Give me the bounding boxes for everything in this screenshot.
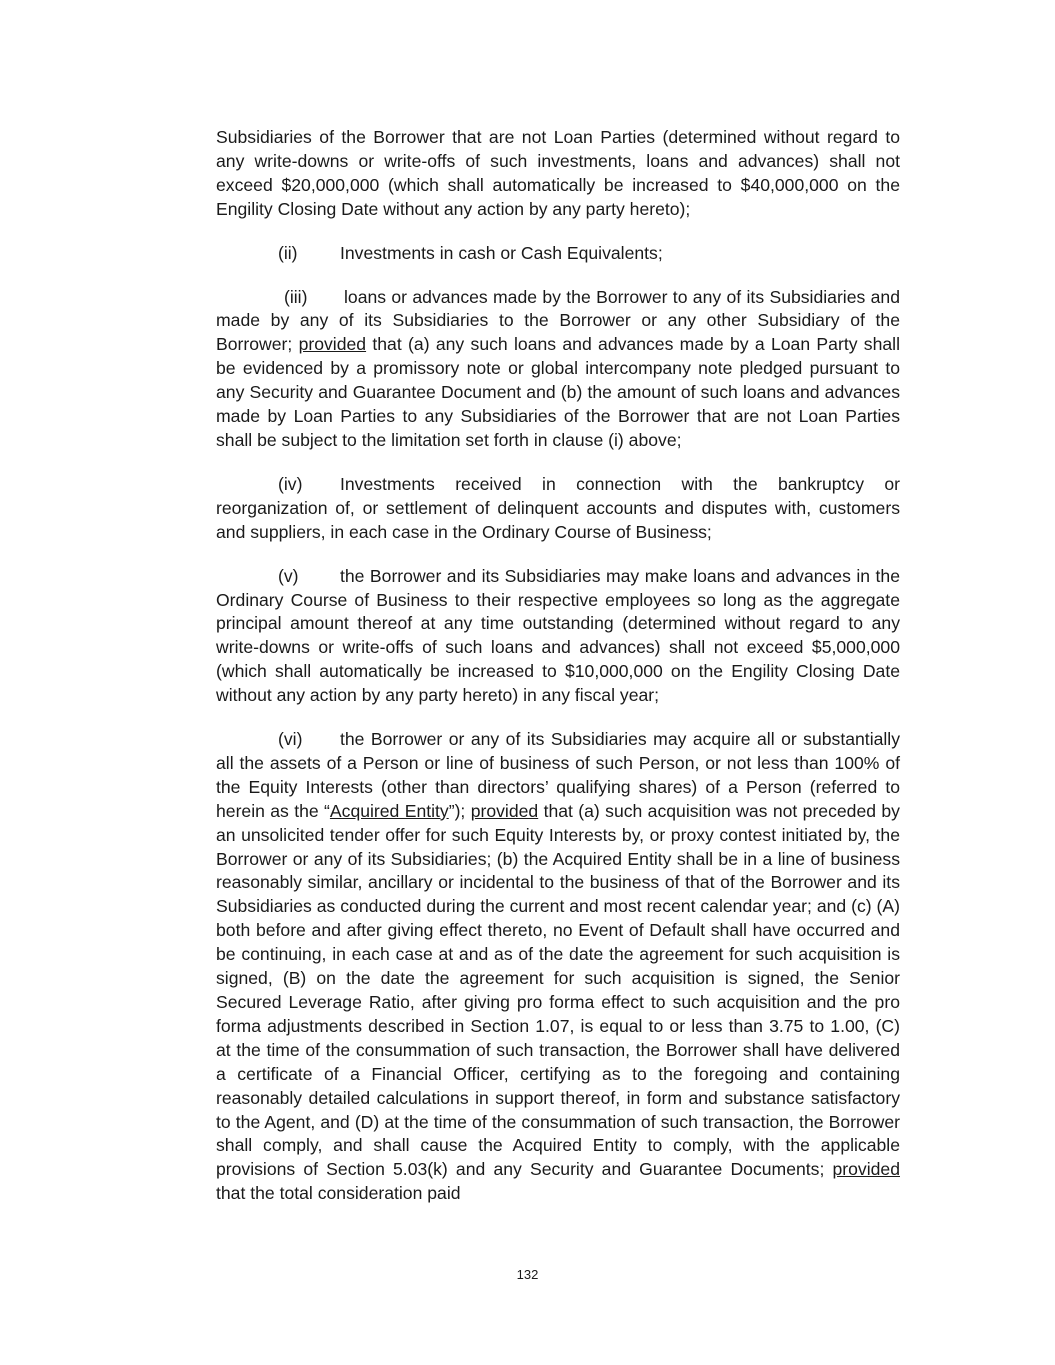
clause-ii (216, 242, 900, 266)
clause-vi-number: (vi) (278, 729, 303, 750)
page-body-text (216, 126, 900, 1226)
continuation-paragraph (216, 126, 900, 222)
clause-iii-text-b: that (a) any such loans and advances made by a Loan Party shall be evidenced by a promissory note or global intercompany note pledged pursuant to any Security and Guarantee Document and (b) the amount of such loans and advances made by Loan Parties to any Subsidiaries of the Borrower that are not Loan Parties shall be subject to the limitation set forth in clause (i) above; (216, 334, 900, 450)
clause-vi-text-d: that the total consideration paid (216, 1183, 461, 1204)
clause-iii-text-a: loans or advances made by the Borrower to any of its Subsidiaries and made by any of its Subsidiaries to the Borrower or any other Subsidiary of the Borrower; (216, 286, 900, 355)
clause-ii-number: (ii) (278, 242, 298, 263)
clause-vi-provided-2: provided (832, 1159, 900, 1180)
clause-vi (216, 728, 900, 1206)
page-number: 132 (516, 1267, 539, 1282)
clause-iv (216, 473, 900, 545)
clause-vi-provided-1: provided (470, 800, 539, 821)
clause-vi-text-b: ”); (448, 800, 471, 821)
clause-v (216, 565, 900, 708)
clause-v-text: the Borrower and its Subsidiaries may make loans and advances in the Ordinary Course of Business to their respective employees so long as the aggregate principal amount thereof at any time outstanding (determined without regard to any write-downs or write-offs of such loans and advances) shall not exceed $5,000,000 (which shall automatically be increased to $10,000,000 on the Engility Closing Date without any action by any party hereto) in any fiscal year; (216, 565, 900, 706)
clause-iii (216, 286, 900, 453)
acquired-entity-defined-term: Acquired Entity (329, 800, 449, 821)
clause-iv-text: Investments received in connection with the bankruptcy or reorganization of, or settlement of delinquent accounts and disputes with, customers and suppliers, in each case in the Ordinary Course of Business; (216, 473, 900, 542)
clause-vi-text-a: the Borrower or any of its Subsidiaries may acquire all or substantially all the assets of a Person or line of business of such Person, or not less than 100% of the Equity Interests (other than directors’ qualifying shares) of a Person (referred to herein as the “ (216, 729, 900, 821)
continuation-paragraph-text: Subsidiaries of the Borrower that are not Loan Parties (determined without regard to any write-downs or write-offs of such investments, loans and advances) shall not exceed $20,000,000 (which shall automatically be increased to $40,000,000 on the Engility Closing Date without any action by any party hereto); (216, 127, 900, 219)
clause-ii-text: Investments in cash or Cash Equivalents; (340, 242, 663, 263)
clause-iii-provided: provided (298, 334, 367, 355)
clause-vi-text-c: that (a) such acquisition was not preceded by an unsolicited tender offer for such Equity Interests by, or proxy contest initiated by, the Borrower or any of its Subsidiaries; (b) the Acquired Entity shall be in a line of business reasonably similar, ancillary or incidental to the business of that of the Borrower and its Subsidiaries as conducted during the current and most recent calendar year; and (c) (A) both before and after giving effect thereto, no Event of Default shall have occurred and be continuing, in each case at and as of the date the agreement for such acquisition is signed, (B) on the date the agreement for such acquisition is signed, the Senior Secured Leverage Ratio, after giving pro forma effect to such acquisition and the pro forma adjustments described in Section 1.07, is equal to or less than 3.75 to 1.00, (C) at the time of the consummation of such transaction, the Borrower shall have delivered a certificate of a Financial Officer, certifying as to the foregoing and containing reasonably detailed calculations in support thereof, in form and substance satisfactory to the Agent, and (D) at the time of the consummation of such transaction, the Borrower shall comply, and shall cause the Acquired Entity to comply, with the applicable provisions of Section 5.03(k) and any Security and Guarantee Documents; (216, 800, 900, 1180)
clause-iii-number: (iii) (284, 286, 308, 307)
clause-v-number: (v) (278, 565, 299, 586)
clause-iv-number: (iv) (278, 473, 303, 494)
